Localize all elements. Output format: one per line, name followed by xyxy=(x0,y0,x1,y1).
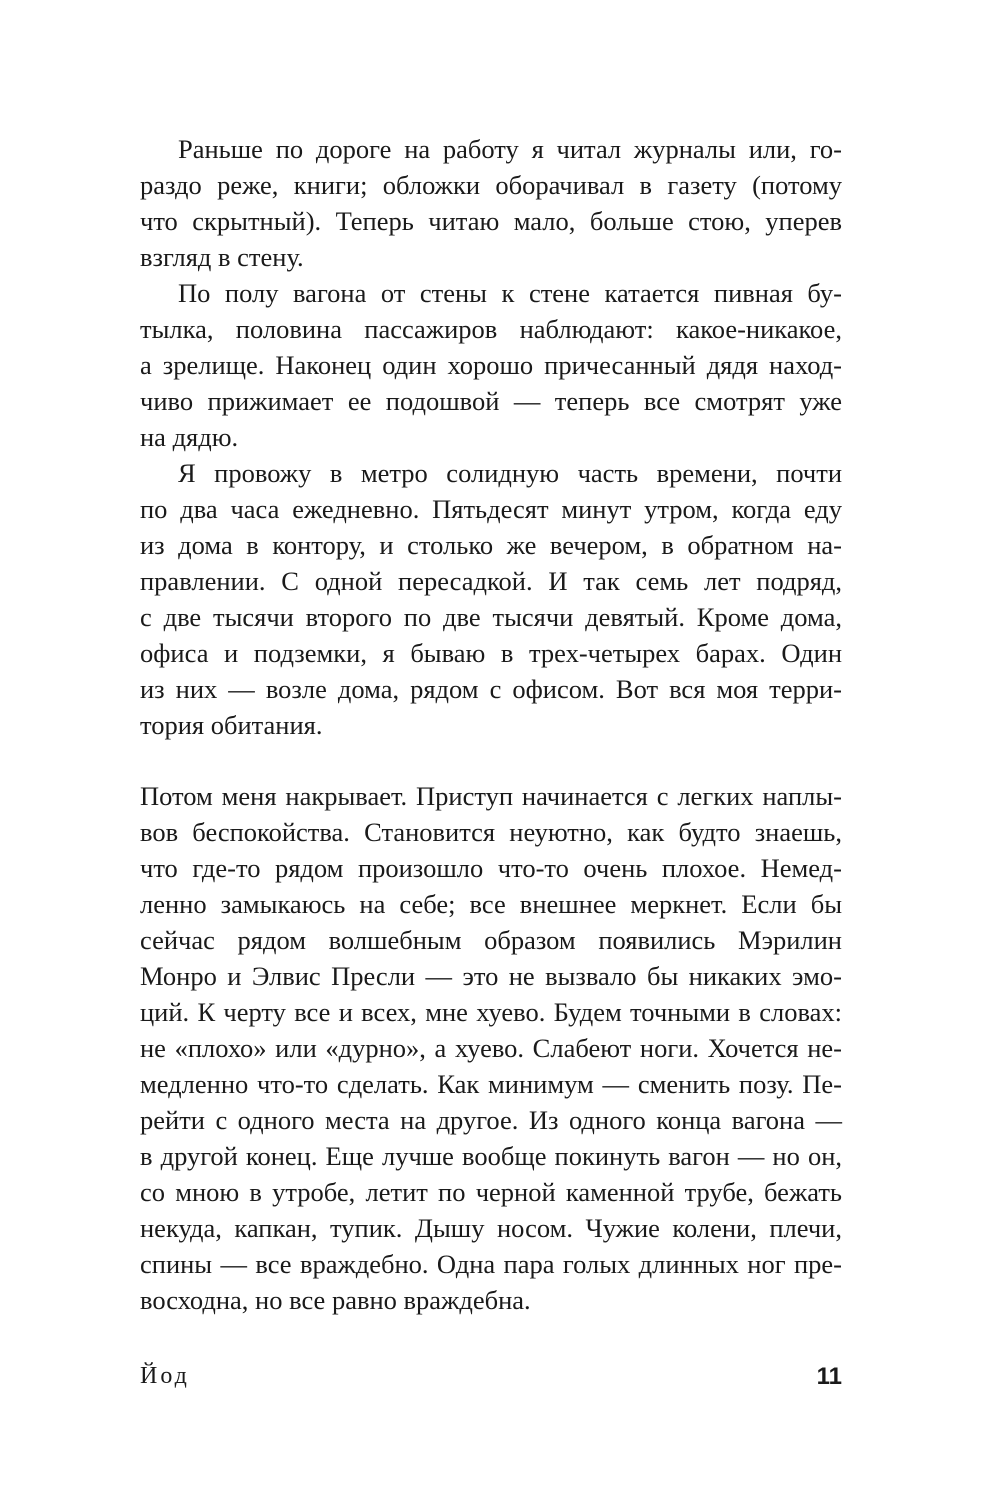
text-line: рейти с одного места на другое. Из одного конца вагона — xyxy=(140,1105,842,1135)
text-line: спины — все враждебно. Одна пара голых длинных ног пре- xyxy=(140,1249,842,1279)
text-line: чиво прижимает ее подошвой — теперь все смотрят уже xyxy=(140,386,842,416)
text-line: восходна, но все равно враждебна. xyxy=(140,1285,531,1315)
text-line: медленно что-то сделать. Как минимум — сменить позу. Пе- xyxy=(140,1069,842,1099)
text-line: с две тысячи второго по две тысячи девятый. Кроме дома, xyxy=(140,602,842,632)
text-line: по два часа ежедневно. Пятьдесят минут утром, когда еду xyxy=(140,494,842,524)
page-number: 11 xyxy=(816,1363,842,1390)
text-line: Раньше по дороге на работу я читал журналы или, го- xyxy=(178,134,842,164)
page-body xyxy=(140,0,842,1507)
text-line: офиса и подземки, я бываю в трех-четырех барах. Один xyxy=(140,638,842,668)
text-line: раздо реже, книги; обложки оборачивал в газету (потому xyxy=(140,170,842,200)
text-line: правлении. С одной пересадкой. И так семь лет подряд, xyxy=(140,566,842,596)
text-line: По полу вагона от стены к стене катается пивная бу- xyxy=(178,278,842,308)
text-line: Я провожу в метро солидную часть времени, почти xyxy=(178,458,842,488)
text-line: в другой конец. Еще лучше вообще покинуть вагон — но он, xyxy=(140,1141,842,1171)
text-line: сейчас рядом волшебным образом появились Мэрилин xyxy=(140,925,842,955)
text-line: тория обитания. xyxy=(140,710,323,740)
text-line: из дома в контору, и столько же вечером, в обратном на- xyxy=(140,530,842,560)
text-line: на дядю. xyxy=(140,422,239,452)
text-line: некуда, капкан, тупик. Дышу носом. Чужие колени, плечи, xyxy=(140,1213,842,1243)
running-footer-title: Йод xyxy=(140,1363,190,1389)
text-line: взгляд в стену. xyxy=(140,242,304,272)
text-line: что где-то рядом произошло что-то очень плохое. Немед- xyxy=(140,853,842,883)
text-line: ций. К черту все и всех, мне хуево. Будем точными в словах: xyxy=(140,997,842,1027)
text-line: не «плохо» или «дурно», а хуево. Слабеют ноги. Хочется не- xyxy=(140,1033,842,1063)
text-line: Монро и Элвис Пресли — это не вызвало бы никаких эмо- xyxy=(140,961,842,991)
text-line: ленно замыкаюсь на себе; все внешнее меркнет. Если бы xyxy=(140,889,842,919)
text-line: со мною в утробе, летит по черной каменной трубе, бежать xyxy=(140,1177,842,1207)
text-line: Потом меня накрывает. Приступ начинается с легких наплы- xyxy=(140,781,842,811)
text-line: тылка, половина пассажиров наблюдают: какое-никакое, xyxy=(140,314,842,344)
text-line: что скрытный). Теперь читаю мало, больше стою, уперев xyxy=(140,206,842,236)
text-line: а зрелище. Наконец один хорошо причесанный дядя наход- xyxy=(140,350,842,380)
text-line: вов беспокойства. Становится неуютно, как будто знаешь, xyxy=(140,817,842,847)
text-line: из них — возле дома, рядом с офисом. Вот вся моя терри- xyxy=(140,674,842,704)
